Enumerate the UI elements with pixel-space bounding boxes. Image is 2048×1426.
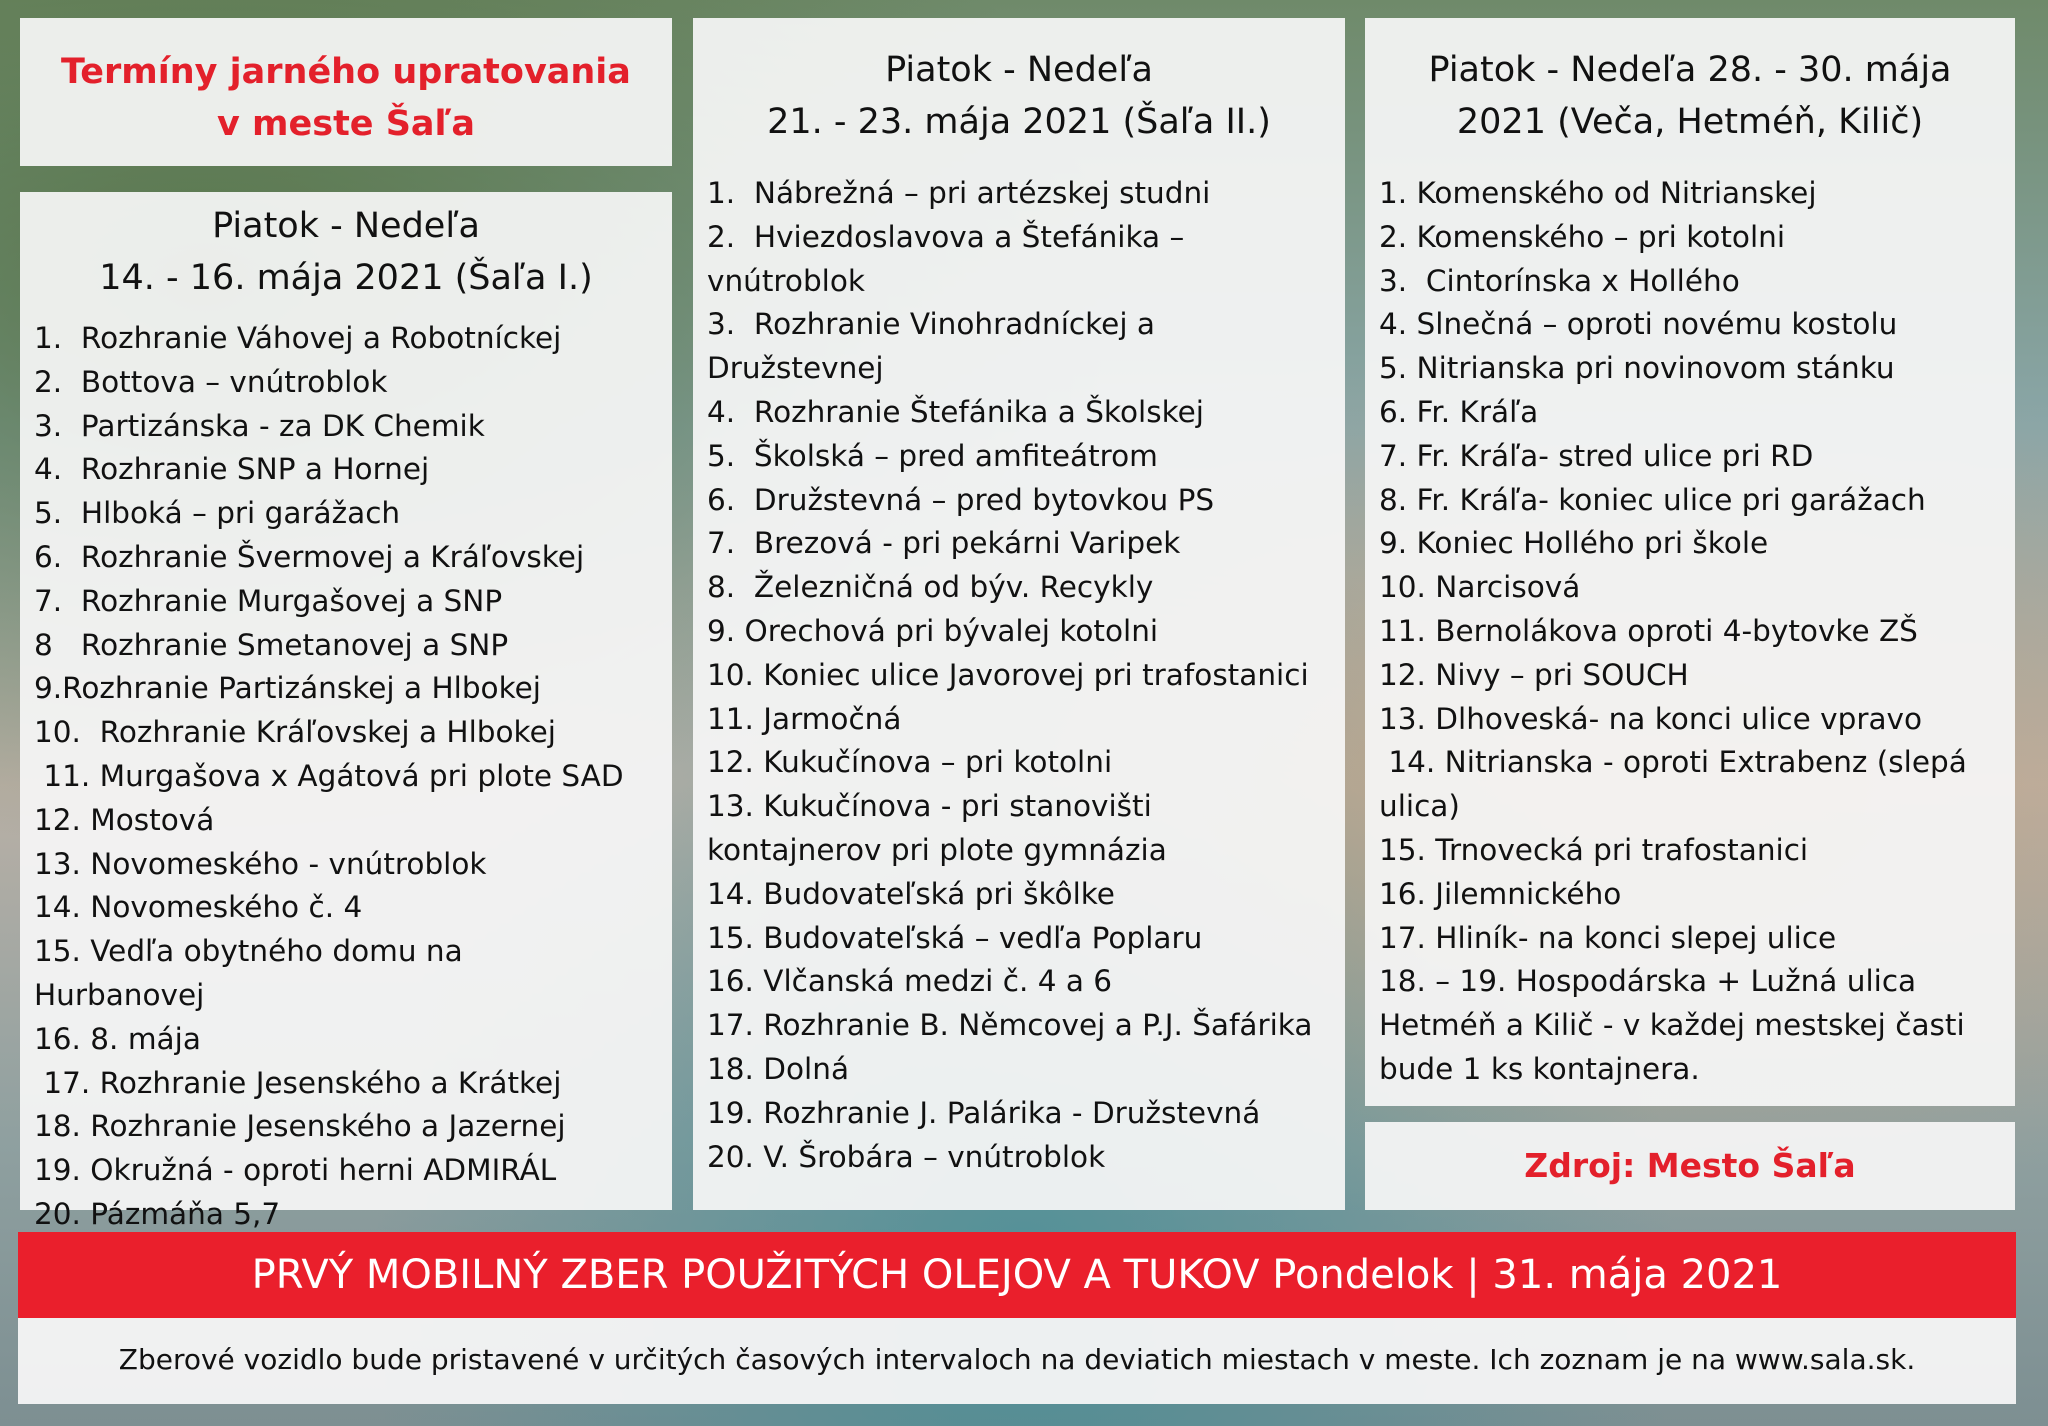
location-item: 11. Bernolákova oproti 4-bytovke ZŠ <box>1379 613 1918 648</box>
location-item: 4. Slnečná – oproti novému kostolu <box>1379 307 1898 342</box>
location-item: 9. Koniec Hollého pri škole <box>1379 526 1769 561</box>
location-item: 12. Kukučínova – pri kotolni <box>707 745 1113 780</box>
location-item: 15. Vedľa obytného domu na <box>34 934 463 969</box>
location-item: 16. Jilemnického <box>1379 876 1622 911</box>
schedule-header-line2: 2021 (Veča, Hetméň, Kilič) <box>1456 102 1924 142</box>
page-title-line1: Termíny jarného upratovania <box>61 52 631 92</box>
schedule-panel-sala-1 <box>20 192 672 1231</box>
location-item: 4. Rozhranie SNP a Hornej <box>34 452 430 487</box>
location-item: 16. 8. mája <box>34 1021 201 1056</box>
location-list <box>34 317 672 1237</box>
schedule-header-line1: Piatok - Nedeľa 28. - 30. mája <box>1428 50 1952 90</box>
location-item: 16. Vlčanská medzi č. 4 a 6 <box>707 964 1113 999</box>
location-item: 12. Nivy – pri SOUCH <box>1379 657 1689 692</box>
location-item: 5. Nitrianska pri novinovom stánku <box>1379 351 1895 386</box>
location-item: 13. Novomeského - vnútroblok <box>34 846 487 881</box>
location-item: 17. Rozhranie Jesenského a Krátkej <box>34 1065 562 1100</box>
location-item: 18. – 19. Hospodárska + Lužná ulica <box>1379 964 1917 999</box>
location-item: 5. Hlboká – pri garážach <box>34 496 401 531</box>
location-item: 6. Družstevná – pred bytovkou PS <box>707 482 1215 517</box>
schedule-header-line2: 14. - 16. mája 2021 (Šaľa I.) <box>99 258 593 298</box>
location-item: 9. Orechová pri bývalej kotolni <box>707 613 1159 648</box>
schedule-header-line1: Piatok - Nedeľa <box>885 50 1153 90</box>
location-item: 13. Kukučínova - pri stanovišti <box>707 789 1152 824</box>
location-item: 14. Budovateľská pri škôlke <box>707 876 1115 911</box>
location-item: 18. Dolná <box>707 1051 850 1086</box>
location-item: 8. Fr. Kráľa- koniec ulice pri garážach <box>1379 482 1926 517</box>
location-item: 14. Nitrianska - oproti Extrabenz (slepá <box>1379 745 1967 780</box>
location-item: 3. Partizánska - za DK Chemik <box>34 408 485 443</box>
location-list <box>707 172 1345 1179</box>
location-item: vnútroblok <box>707 263 866 298</box>
schedule-header <box>1379 44 2015 148</box>
location-item: 12. Mostová <box>34 802 215 837</box>
location-item: 1. Komenského od Nitrianskej <box>1379 176 1817 210</box>
schedule-header <box>707 44 1345 148</box>
location-item: 19. Rozhranie J. Palárika - Družstevná <box>707 1095 1261 1130</box>
intro-panel <box>20 18 672 166</box>
location-item: 8. Železničná od býv. Recykly <box>707 570 1154 605</box>
oil-collection-banner: PRVÝ MOBILNÝ ZBER POUŽITÝCH OLEJOV A TUKOV Pondelok | 31. mája 2021 <box>18 1232 2016 1318</box>
location-item: 4. Rozhranie Štefánika a Školskej <box>707 394 1204 429</box>
location-item: 2. Komenského – pri kotolni <box>1379 219 1786 254</box>
schedule-header-line1: Piatok - Nedeľa <box>212 206 480 246</box>
location-item: 2. Bottova – vnútroblok <box>34 364 388 399</box>
location-item: kontajnerov pri plote gymnázia <box>707 832 1167 867</box>
location-item: 19. Okružná - oproti herni ADMIRÁL <box>34 1153 557 1188</box>
location-item: 10. Koniec ulice Javorovej pri trafostanici <box>707 657 1309 692</box>
location-item: 15. Budovateľská – vedľa Poplaru <box>707 920 1203 955</box>
location-item: 8 Rozhranie Smetanovej a SNP <box>34 627 509 662</box>
location-item: 18. Rozhranie Jesenského a Jazernej <box>34 1109 566 1144</box>
location-item: 2. Hviezdoslavova a Štefánika – <box>707 219 1185 254</box>
location-item: 1. Nábrežná – pri artézskej studni <box>707 176 1211 210</box>
location-item: Hetméň a Kilič - v každej mestskej časti <box>1379 1008 1965 1043</box>
location-item: 15. Trnovecká pri trafostanici <box>1379 832 1809 867</box>
location-item: Družstevnej <box>707 351 884 386</box>
location-item: 11. Murgašova x Agátová pri plote SAD <box>34 758 624 793</box>
location-item: 7. Rozhranie Murgašovej a SNP <box>34 583 503 618</box>
location-item: 1. Rozhranie Váhovej a Robotníckej <box>34 321 562 355</box>
location-item: 6. Fr. Kráľa <box>1379 394 1539 429</box>
schedule-header <box>34 200 672 304</box>
location-item: 10. Narcisová <box>1379 570 1581 605</box>
location-item: 10. Rozhranie Kráľovskej a Hlbokej <box>34 715 556 750</box>
location-item: bude 1 ks kontajnera. <box>1379 1051 1700 1086</box>
location-item: 3. Cintorínska x Hollého <box>1379 263 1740 298</box>
source-label: Zdroj: Mesto Šaľa <box>1524 1146 1856 1185</box>
page-title <box>20 46 672 150</box>
location-item: 6. Rozhranie Švermovej a Kráľovskej <box>34 539 585 574</box>
location-item: 20. Pázmáňa 5,7 <box>34 1196 281 1231</box>
location-item: 9.Rozhranie Partizánskej a Hlbokej <box>34 671 541 706</box>
location-item: ulica) <box>1379 789 1460 824</box>
schedule-panel-veca <box>1365 18 2015 1106</box>
location-item: Hurbanovej <box>34 977 205 1012</box>
location-item: 17. Hliník- na konci slepej ulice <box>1379 920 1837 955</box>
location-item: 17. Rozhranie B. Němcovej a P.J. Šafárika <box>707 1008 1313 1043</box>
location-item: 3. Rozhranie Vinohradníckej a <box>707 307 1155 342</box>
schedule-header-line2: 21. - 23. mája 2021 (Šaľa II.) <box>767 102 1271 142</box>
footer-note: Zberové vozidlo bude pristavené v určitých časových intervaloch na deviatich miestach v meste. Ich zoznam je na www.sala.sk. <box>18 1318 2016 1404</box>
location-item: 7. Fr. Kráľa- stred ulice pri RD <box>1379 438 1814 473</box>
location-item: 14. Novomeského č. 4 <box>34 890 363 925</box>
location-item: 5. Školská – pred amfiteátrom <box>707 438 1158 473</box>
location-item: 20. V. Šrobára – vnútroblok <box>707 1139 1106 1174</box>
location-item: 7. Brezová - pri pekárni Varipek <box>707 526 1181 561</box>
source-panel <box>1365 1122 2015 1210</box>
location-list <box>1379 172 2015 1092</box>
page-title-line2: v meste Šaľa <box>217 104 475 144</box>
location-item: 11. Jarmočná <box>707 701 902 736</box>
schedule-panel-sala-2 <box>693 18 1345 1210</box>
location-item: 13. Dlhoveská- na konci ulice vpravo <box>1379 701 1923 736</box>
